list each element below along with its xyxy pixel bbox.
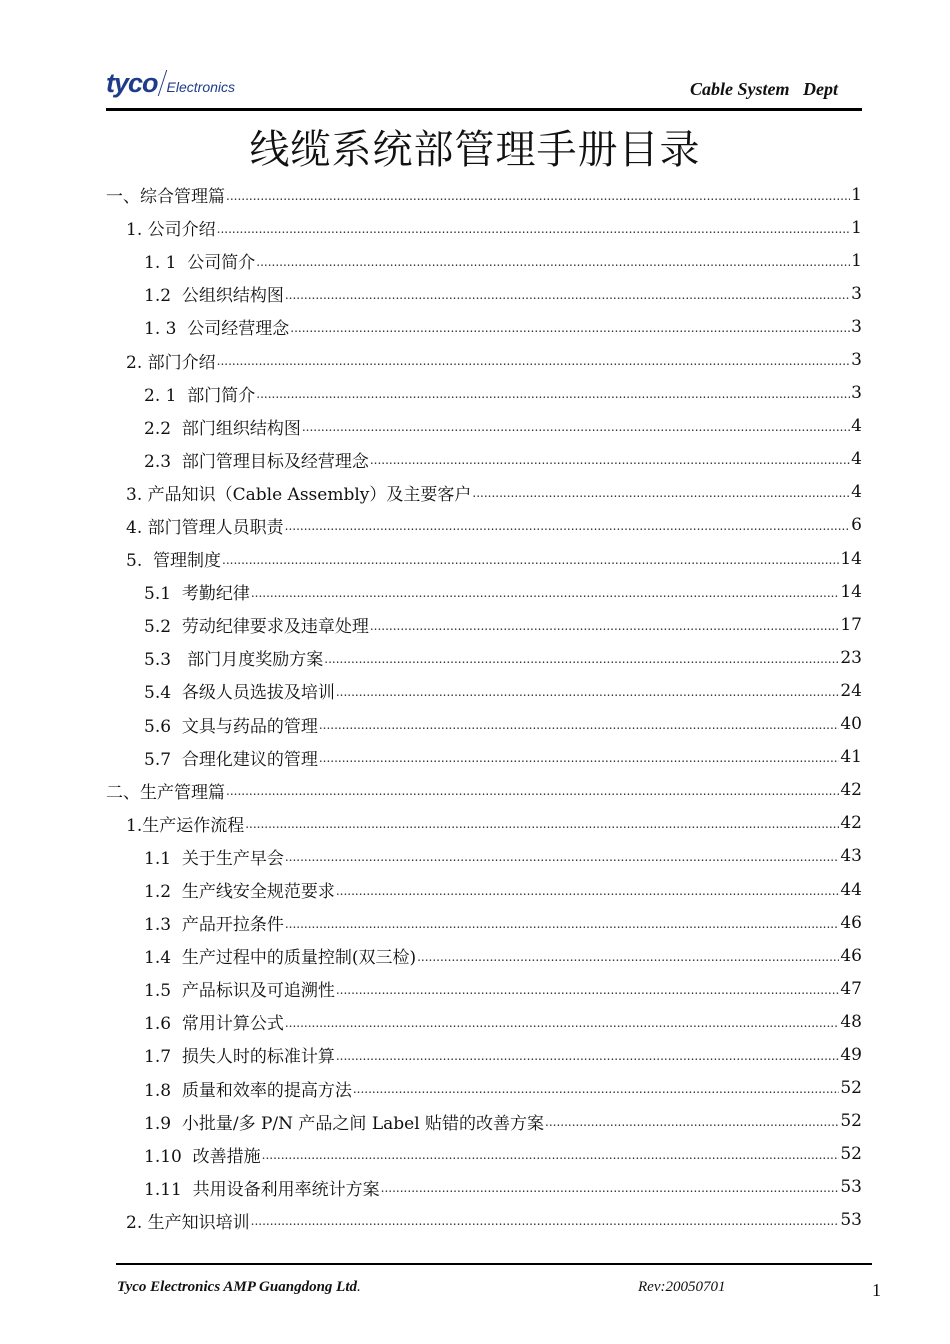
toc-entry-page: 40 <box>840 714 862 735</box>
toc-entry-label: 2. 部门介绍 <box>126 352 216 373</box>
toc-entry-label: 2. 生产知识培训 <box>126 1212 250 1233</box>
toc-entry[interactable] <box>106 443 862 476</box>
toc-dot-leader <box>217 350 851 370</box>
toc-entry[interactable] <box>106 277 862 310</box>
toc-entry[interactable] <box>106 1171 862 1204</box>
toc-entry-page: 23 <box>840 647 862 668</box>
toc-entry-label: 1.11 共用设备利用率统计方案 <box>144 1179 380 1200</box>
toc-dot-leader <box>302 416 850 436</box>
toc-entry-label: 二、生产管理篇 <box>106 782 225 803</box>
toc-dot-leader <box>370 615 840 635</box>
toc-entry-page: 52 <box>840 1078 862 1099</box>
logo-divider <box>157 70 166 96</box>
toc-dot-leader <box>290 317 850 337</box>
toc-entry-label: 一、综合管理篇 <box>106 187 225 208</box>
footer-company <box>117 1279 361 1296</box>
toc-entry[interactable] <box>106 178 862 211</box>
logo-wordmark: tyco <box>106 68 158 98</box>
toc-entry[interactable] <box>106 410 862 443</box>
toc-entry[interactable] <box>106 1204 862 1237</box>
toc-entry[interactable] <box>106 310 862 343</box>
toc-entry[interactable] <box>106 1005 862 1038</box>
toc-entry-page: 42 <box>840 780 862 801</box>
toc-entry-page: 46 <box>840 912 862 933</box>
toc-entry[interactable] <box>106 476 862 509</box>
toc-entry-page: 53 <box>840 1177 862 1198</box>
page-title: 线缆系统部管理手册目录 <box>249 127 701 173</box>
toc-dot-leader <box>251 1210 840 1230</box>
toc-entry[interactable] <box>106 741 862 774</box>
toc-entry-page: 3 <box>851 383 862 404</box>
toc-dot-leader <box>285 846 840 866</box>
toc-entry[interactable] <box>106 939 862 972</box>
toc-dot-leader <box>336 1045 840 1065</box>
toc-entry-page: 4 <box>851 449 862 470</box>
toc-entry[interactable] <box>106 1105 862 1138</box>
toc-entry-label: 5.7 合理化建议的管理 <box>144 749 318 770</box>
toc-entry-label: 1.4 生产过程中的质量控制(双三检) <box>144 948 417 969</box>
toc-entry-label: 1. 公司介绍 <box>126 220 216 241</box>
toc-entry[interactable] <box>106 575 862 608</box>
toc-entry[interactable] <box>106 343 862 376</box>
toc-entry-label: 1.3 产品开拉条件 <box>144 915 284 936</box>
toc-entry[interactable] <box>106 509 862 542</box>
toc-dot-leader <box>245 813 839 833</box>
toc-dot-leader <box>319 714 840 734</box>
toc-entry[interactable] <box>106 807 862 840</box>
toc-entry-label: 1.6 常用计算公式 <box>144 1014 284 1035</box>
toc-entry-page: 43 <box>840 846 862 867</box>
toc-entry-page: 4 <box>851 482 862 503</box>
toc-entry-label: 1.10 改善措施 <box>144 1146 261 1167</box>
toc-dot-leader <box>336 979 840 999</box>
toc-entry-page: 14 <box>840 581 862 602</box>
toc-dot-leader <box>319 747 840 767</box>
toc-entry-page: 49 <box>840 1044 862 1065</box>
footer-divider <box>116 1263 872 1265</box>
toc-entry[interactable] <box>106 1072 862 1105</box>
toc-entry[interactable] <box>106 1138 862 1171</box>
toc-entry[interactable] <box>106 873 862 906</box>
toc-entry-label: 1.5 产品标识及可追溯性 <box>144 981 335 1002</box>
toc-entry-page: 46 <box>840 945 862 966</box>
toc-entry-page: 52 <box>840 1111 862 1132</box>
toc-entry-page: 41 <box>840 747 862 768</box>
company-logo <box>106 66 235 96</box>
toc-dot-leader <box>285 1012 840 1032</box>
toc-entry-page: 3 <box>851 350 862 371</box>
toc-entry[interactable] <box>106 211 862 244</box>
toc-entry[interactable] <box>106 244 862 277</box>
toc-dot-leader <box>336 880 840 900</box>
toc-entry-label: 5.2 劳动纪律要求及违章处理 <box>144 617 369 638</box>
toc-entry-label: 1.9 小批量/多 P/N 产品之间 Label 贴错的改善方案 <box>144 1113 545 1134</box>
toc-dot-leader <box>285 284 850 304</box>
toc-entry[interactable] <box>106 774 862 807</box>
toc-dot-leader <box>324 648 839 668</box>
toc-entry-label: 1.7 损失人时的标准计算 <box>144 1047 335 1068</box>
toc-dot-leader <box>417 946 839 966</box>
toc-entry-label: 1. 1 公司简介 <box>144 253 256 274</box>
toc-entry-label: 1.2 公组织结构图 <box>144 286 284 307</box>
logo-subtitle: Electronics <box>166 79 235 95</box>
toc-entry-page: 3 <box>851 283 862 304</box>
toc-entry-label: 1.2 生产线安全规范要求 <box>144 882 335 903</box>
toc-dot-leader <box>545 1111 839 1131</box>
toc-dot-leader <box>256 383 850 403</box>
toc-dot-leader <box>262 1144 840 1164</box>
toc-dot-leader <box>217 218 851 238</box>
toc-dot-leader <box>222 549 839 569</box>
toc-dot-leader <box>370 449 850 469</box>
toc-entry-label: 5.4 各级人员选拔及培训 <box>144 683 335 704</box>
toc-entry-label: 1.8 质量和效率的提高方法 <box>144 1080 352 1101</box>
toc-entry-label: 1.1 关于生产早会 <box>144 848 284 869</box>
toc-dot-leader <box>285 515 851 535</box>
toc-dot-leader <box>353 1078 840 1098</box>
toc-entry-label: 5.6 文具与药品的管理 <box>144 716 318 737</box>
toc-dot-leader <box>285 913 840 933</box>
toc-entry-page: 52 <box>840 1144 862 1165</box>
toc-entry-page: 24 <box>840 680 862 701</box>
toc-entry-page: 1 <box>851 184 862 205</box>
toc-entry-page: 4 <box>851 416 862 437</box>
toc-entry[interactable] <box>106 708 862 741</box>
footer-company-name: Tyco Electronics AMP Guangdong Ltd <box>117 1279 357 1295</box>
toc-entry-page: 6 <box>851 515 862 536</box>
toc-entry-label: 1.生产运作流程 <box>126 815 245 836</box>
toc-entry[interactable] <box>106 377 862 410</box>
toc-dot-leader <box>472 482 850 502</box>
toc-dot-leader <box>256 251 850 271</box>
toc-entry[interactable] <box>106 1038 862 1071</box>
toc-entry[interactable] <box>106 608 862 641</box>
toc-entry[interactable] <box>106 641 862 674</box>
toc-entry-label: 5. 管理制度 <box>126 551 222 572</box>
toc-entry-label: 4. 部门管理人员职责 <box>126 517 284 538</box>
toc-entry-page: 42 <box>840 813 862 834</box>
toc-entry-label: 5.1 考勤纪律 <box>144 584 250 605</box>
toc-entry-page: 17 <box>840 614 862 635</box>
toc-entry-label: 5.3 部门月度奖励方案 <box>144 650 324 671</box>
toc-entry-label: 1. 3 公司经营理念 <box>144 319 290 340</box>
toc-entry-label: 3. 产品知识（Cable Assembly）及主要客户 <box>126 484 472 505</box>
toc-entry-page: 44 <box>840 879 862 900</box>
toc-entry[interactable] <box>106 542 862 575</box>
toc-entry-label: 2. 1 部门简介 <box>144 385 256 406</box>
toc-entry-page: 1 <box>851 217 862 238</box>
toc-entry-page: 53 <box>840 1210 862 1231</box>
toc-entry-page: 3 <box>851 316 862 337</box>
toc-entry-page: 14 <box>840 548 862 569</box>
toc-entry[interactable] <box>106 906 862 939</box>
toc-entry[interactable] <box>106 972 862 1005</box>
footer-revision: Rev:20050701 <box>638 1279 726 1295</box>
page-number: 1 <box>872 1280 881 1300</box>
department-header: Cable System Dept <box>690 79 838 99</box>
toc-entry[interactable] <box>106 840 862 873</box>
toc-entry-label: 2.2 部门组织结构图 <box>144 418 301 439</box>
toc-dot-leader <box>381 1177 840 1197</box>
toc-entry[interactable] <box>106 674 862 707</box>
header-divider <box>106 108 862 111</box>
table-of-contents <box>106 178 862 1237</box>
toc-entry-page: 47 <box>840 978 862 999</box>
toc-dot-leader <box>336 681 840 701</box>
toc-dot-leader <box>226 780 839 800</box>
toc-dot-leader <box>251 582 840 602</box>
toc-entry-page: 1 <box>851 250 862 271</box>
footer-company-dot: . <box>357 1279 361 1295</box>
toc-entry-label: 2.3 部门管理目标及经营理念 <box>144 451 369 472</box>
toc-dot-leader <box>226 185 850 205</box>
toc-entry-page: 48 <box>840 1011 862 1032</box>
